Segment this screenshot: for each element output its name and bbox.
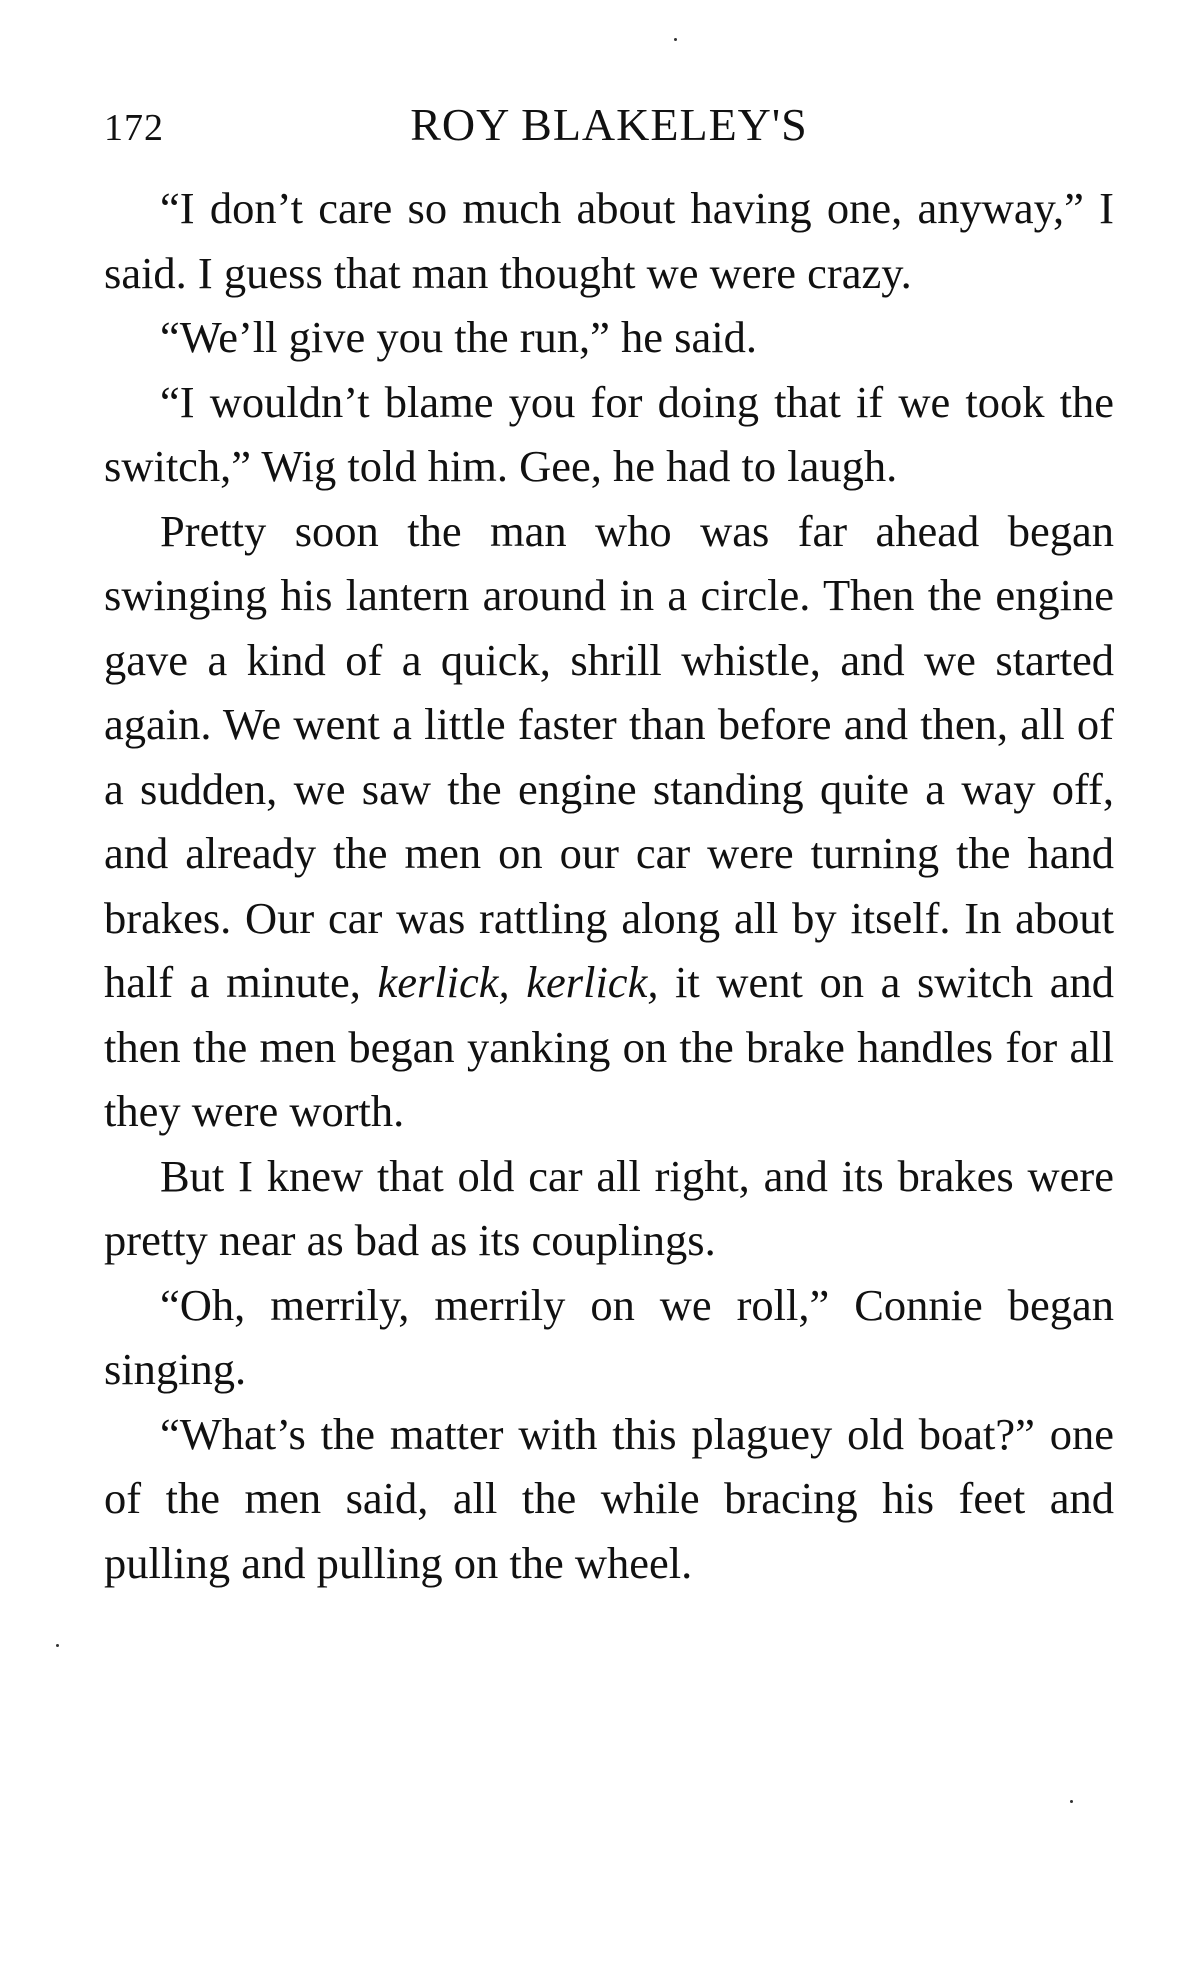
- paragraph-text: “Oh, merrily, merrily on we roll,” Connie began singing.: [104, 1279, 1114, 1394]
- paragraph-text: “I wouldn’t blame you for doing that if we took the switch,” Wig told him. Gee, he had to laugh.: [104, 376, 1114, 491]
- paragraph: [104, 1402, 1114, 1596]
- paragraph: [104, 305, 1114, 370]
- print-speck: [1070, 1800, 1073, 1803]
- italic-phrase: kerlick, kerlick,: [377, 957, 659, 1007]
- paragraph: [104, 370, 1114, 499]
- paragraph: [104, 499, 1114, 1144]
- paragraph-text: “What’s the matter with this plaguey old boat?” one of the men said, all the while bracing his feet and pulling and pulling on the wheel.: [104, 1408, 1114, 1588]
- paragraph-text: But I knew that old car all right, and its brakes were pretty near as bad as its couplings.: [104, 1150, 1114, 1265]
- running-head: ROY BLAKELEY'S: [410, 99, 808, 150]
- paragraph: [104, 1144, 1114, 1273]
- print-speck: [56, 1644, 59, 1647]
- paragraph: [104, 176, 1114, 305]
- paragraph-text: Pretty soon the man who was far ahead began swinging his lantern around in a circle. Then the engine gave a kind of a quick, shrill whistle, and we started again. We went a little faster than before and then, all of a sudden, we saw the engine standing quite a way off, and already the men on our car were turning the hand brakes. Our car was rattling along all by itself. In about half a minute,: [104, 505, 1114, 1007]
- paragraph-text: it went on a switch and then the men began yanking on the brake handles for all they were worth.: [104, 957, 1115, 1136]
- paragraph: [104, 1273, 1114, 1402]
- body-text: [104, 176, 1114, 1595]
- paragraph-text: “I don’t care so much about having one, anyway,” I said. I guess that man thought we were crazy.: [104, 183, 1114, 298]
- page-number: 172: [104, 107, 164, 149]
- page-header: [104, 98, 1114, 168]
- paragraph-text: “We’ll give you the run,” he said.: [160, 312, 757, 362]
- print-speck: [674, 38, 677, 41]
